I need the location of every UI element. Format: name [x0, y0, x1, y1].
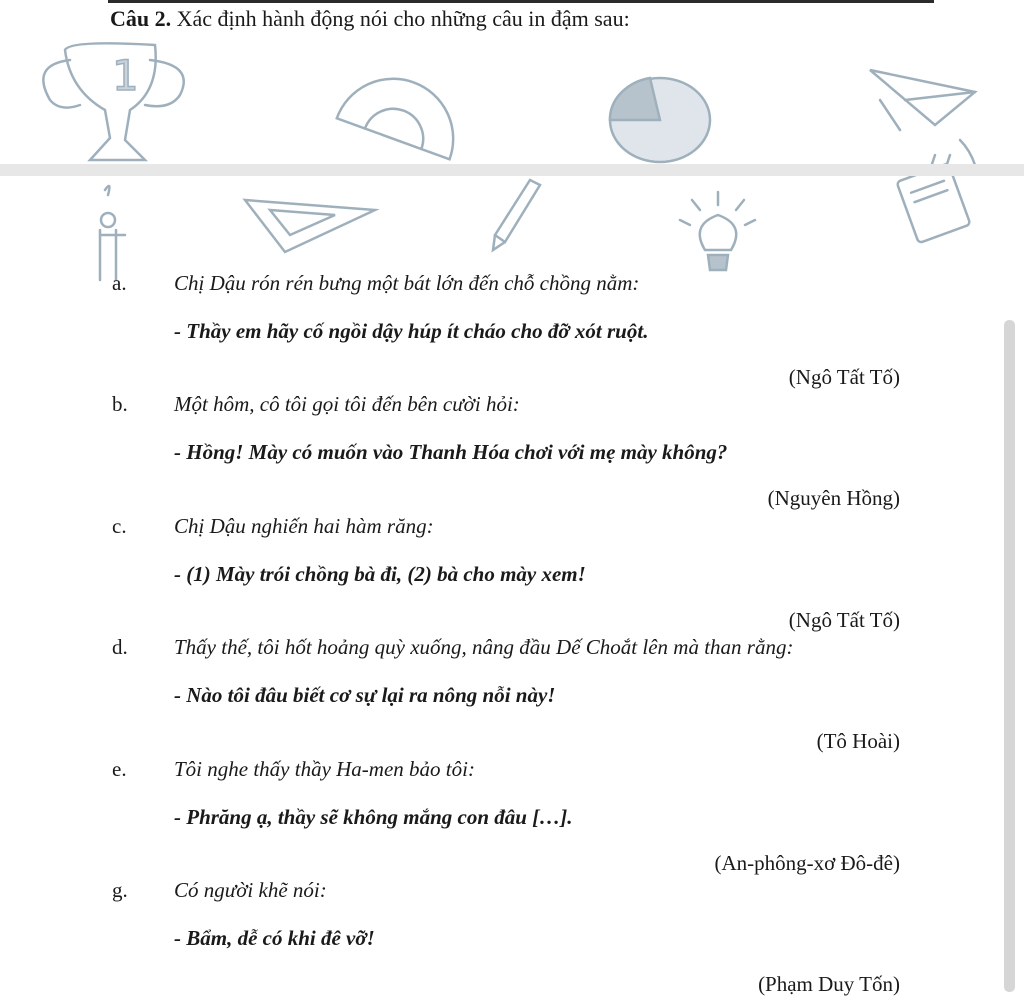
item-quote: - Thầy em hãy cố ngồi dậy húp ít cháo cho đỡ xót ruột.	[174, 319, 649, 343]
lightbulb-icon	[680, 192, 755, 270]
item-quote: - Nào tôi đâu biết cơ sự lại ra nông nỗi này!	[174, 683, 556, 707]
item-quote: - Phrăng ạ, thầy sẽ không mắng con đâu […].	[174, 805, 573, 829]
item-intro: Một hôm, cô tôi gọi tôi đến bên cười hỏi:	[174, 392, 520, 416]
item-source: (Phạm Duy Tốn)	[758, 972, 900, 996]
item-marker: e.	[112, 757, 127, 781]
item-source: (Nguyên Hồng)	[767, 486, 900, 510]
item-quote: - Bẩm, dễ có khi đê vỡ!	[174, 926, 375, 950]
paper-plane-icon	[870, 70, 975, 170]
item-source: (Ngô Tất Tố)	[788, 365, 900, 389]
header-band	[0, 164, 1024, 176]
trophy-icon	[43, 43, 183, 160]
item-intro: Tôi nghe thấy thầy Ha-men bảo tôi:	[174, 757, 475, 781]
item-quote: - (1) Mày trói chồng bà đi, (2) bà cho mày xem!	[174, 562, 586, 586]
top-rule	[108, 0, 934, 3]
item-source: (An-phông-xơ Đô-đê)	[714, 851, 900, 875]
item-intro: Thấy thế, tôi hốt hoảng quỳ xuống, nâng đầu Dế Choắt lên mà than rằng:	[174, 635, 794, 659]
scrollbar[interactable]	[1004, 320, 1015, 992]
item-marker: d.	[112, 635, 128, 659]
item-marker: a.	[112, 271, 127, 295]
item-intro: Chị Dậu rón rén bưng một bát lớn đến chỗ chồng nằm:	[174, 271, 640, 295]
item-marker: c.	[112, 514, 127, 538]
item-intro: Chị Dậu nghiến hai hàm răng:	[174, 514, 434, 538]
thinking-person-icon	[100, 186, 125, 280]
question-text: Xác định hành động nói cho những câu in đậm sau:	[171, 6, 630, 31]
svg-text:1: 1	[112, 51, 139, 100]
decor-background	[0, 20, 1024, 300]
item-source: (Ngô Tất Tố)	[788, 608, 900, 632]
item-intro: Có người khẽ nói:	[174, 878, 327, 902]
item-marker: g.	[112, 878, 128, 902]
protractor-icon	[337, 62, 470, 159]
pie-chart-icon	[610, 78, 710, 162]
item-quote: - Hồng! Mày có muốn vào Thanh Hóa chơi với mẹ mày không?	[174, 440, 728, 464]
pen-icon	[493, 180, 540, 250]
item-source: (Tô Hoài)	[816, 729, 900, 753]
item-marker: b.	[112, 392, 128, 416]
question-number: Câu 2.	[110, 6, 172, 31]
set-square-icon	[245, 200, 375, 252]
